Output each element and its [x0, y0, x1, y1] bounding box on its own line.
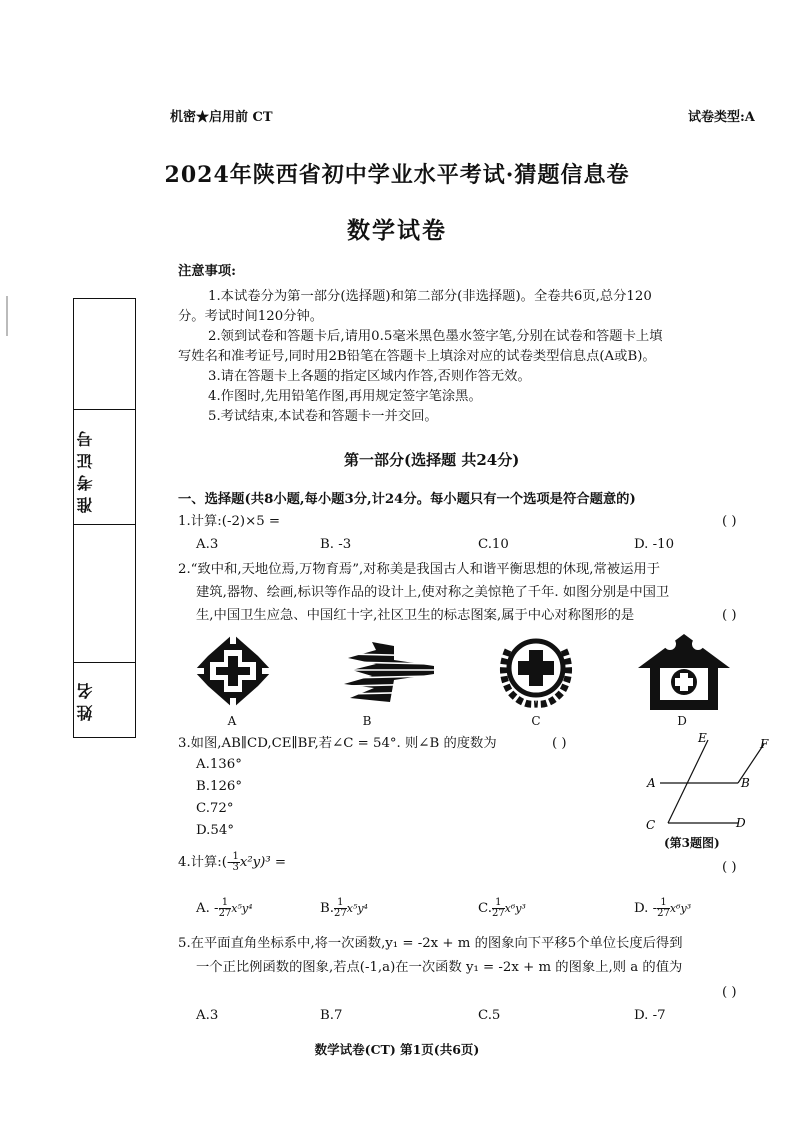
note-line: 3.请在答题卡上各题的指定区域内作答,否则作答无效。: [208, 369, 531, 384]
q1-stem: 1.计算:(-2)×5 =: [178, 514, 281, 529]
exam-title: 2024年陕西省初中学业水平考试·猜题信息卷: [164, 162, 630, 188]
q5-option: D. -7: [634, 1008, 666, 1023]
q4-stem-prefix: 4.计算:(-: [178, 855, 232, 870]
q1-option: D. -10: [634, 537, 675, 552]
q3-option: A.136°: [196, 757, 242, 772]
q4-option: C. $\frac{1}{27}$ x⁶y³: [478, 897, 526, 919]
red-cross-logo: [496, 630, 576, 710]
point-label: B: [741, 776, 750, 790]
point-label: F: [760, 737, 769, 751]
candidate-info-box: [73, 298, 136, 738]
name-label: 姓名: [76, 677, 95, 721]
q2-line: 建筑,器物、绘画,标识等作品的设计上,使对称之美惊艳了千年. 如图分别是中国卫: [196, 585, 670, 600]
part1-heading: 第一部分(选择题 共24分): [344, 451, 520, 469]
q4-option: D. - $\frac{1}{27}$ x⁶y³: [634, 897, 692, 919]
q1-option: B. -3: [320, 537, 352, 552]
section-heading: 一、选择题(共8小题,每小题3分,计24分。每小题只有一个选项是符合题意的): [178, 492, 636, 507]
q1-answer-paren: ( ): [722, 514, 737, 529]
confidential-label: 机密★启用前 CT: [170, 110, 273, 125]
q3-option: D.54°: [196, 823, 234, 838]
q2-line: 2.“致中和,天地位焉,万物育焉”,对称美是我国古人和谐平衡思想的休现,常被运用于: [178, 562, 660, 577]
note-line: 写姓名和准考证号,同时用2B铅笔在答题卡上填涂对应的试卷类型信息点(A或B)。: [178, 349, 656, 364]
q4-stem-suffix: x²y)³ =: [239, 855, 287, 870]
exam-number-label: 准考证号: [76, 425, 95, 513]
logo-label-c: C: [531, 714, 541, 728]
q5-line: 一个正比例函数的图象,若点(-1,a)在一次函数 y₁ = -2x + m 的图象上,则 a 的值为: [196, 960, 683, 975]
q3-option: C.72°: [196, 801, 234, 816]
note-line: 4.作图时,先用铅笔作图,再用规定签字笔涂黑。: [208, 389, 482, 404]
q5-answer-paren: ( ): [722, 985, 737, 1000]
q4-option: A. - $\frac{1}{27}$ x⁵y⁴: [196, 897, 253, 919]
paper-type-label: 试卷类型:A: [688, 110, 755, 125]
health-cross-logo: [192, 632, 274, 710]
q4-answer-paren: ( ): [722, 860, 737, 875]
point-label: D: [736, 816, 746, 830]
q4-option: B. $\frac{1}{27}$ x⁵y⁴: [320, 897, 368, 919]
q2-line: 生,中国卫生应急、中国红十字,社区卫生的标志图案,属于中心对称图形的是: [196, 608, 635, 623]
q1-option: A.3: [196, 537, 219, 552]
q3-option: B.126°: [196, 779, 243, 794]
emergency-logo: [342, 640, 438, 704]
logo-label-b: B: [362, 714, 372, 728]
note-line: 5.考试结束,本试卷和答题卡一并交回。: [208, 409, 438, 424]
logo-label-a: A: [227, 714, 237, 728]
point-label: E: [698, 731, 707, 745]
q5-option: B.7: [320, 1008, 343, 1023]
q2-answer-paren: ( ): [722, 608, 737, 623]
logo-label-d: D: [677, 714, 687, 728]
q4-stem: [178, 852, 286, 874]
q3-geometry-figure: [640, 730, 780, 835]
point-label: C: [646, 818, 656, 832]
q5-option: C.5: [478, 1008, 501, 1023]
note-line: 2.领到试卷和答题卡后,请用0.5毫米黑色墨水签字笔,分别在试卷和答题卡上填: [208, 329, 663, 344]
q1-option: C.10: [478, 537, 509, 552]
q3-answer-paren: ( ): [552, 736, 567, 751]
q3-stem: 3.如图,AB∥CD,CE∥BF,若∠C = 54°. 则∠B 的度数为: [178, 736, 497, 751]
scan-mark: [6, 296, 8, 336]
notes-heading: 注意事项:: [178, 264, 237, 279]
community-health-logo: [636, 630, 732, 712]
page-footer: 数学试卷(CT) 第1页(共6页): [314, 1042, 480, 1057]
note-line: 1.本试卷分为第一部分(选择题)和第二部分(非选择题)。全卷共6页,总分120: [208, 289, 652, 304]
q5-line: 5.在平面直角坐标系中,将一次函数,y₁ = -2x + m 的图象向下平移5个单位长度后得到: [178, 936, 683, 951]
exam-subtitle: 数学试卷: [347, 217, 447, 244]
q3-figure-caption: (第3题图): [664, 836, 720, 850]
fraction: $\frac{1}{3}$: [232, 851, 239, 873]
point-label: A: [647, 776, 656, 790]
q5-option: A.3: [196, 1008, 219, 1023]
note-line: 分。考试时间120分钟。: [178, 309, 324, 324]
